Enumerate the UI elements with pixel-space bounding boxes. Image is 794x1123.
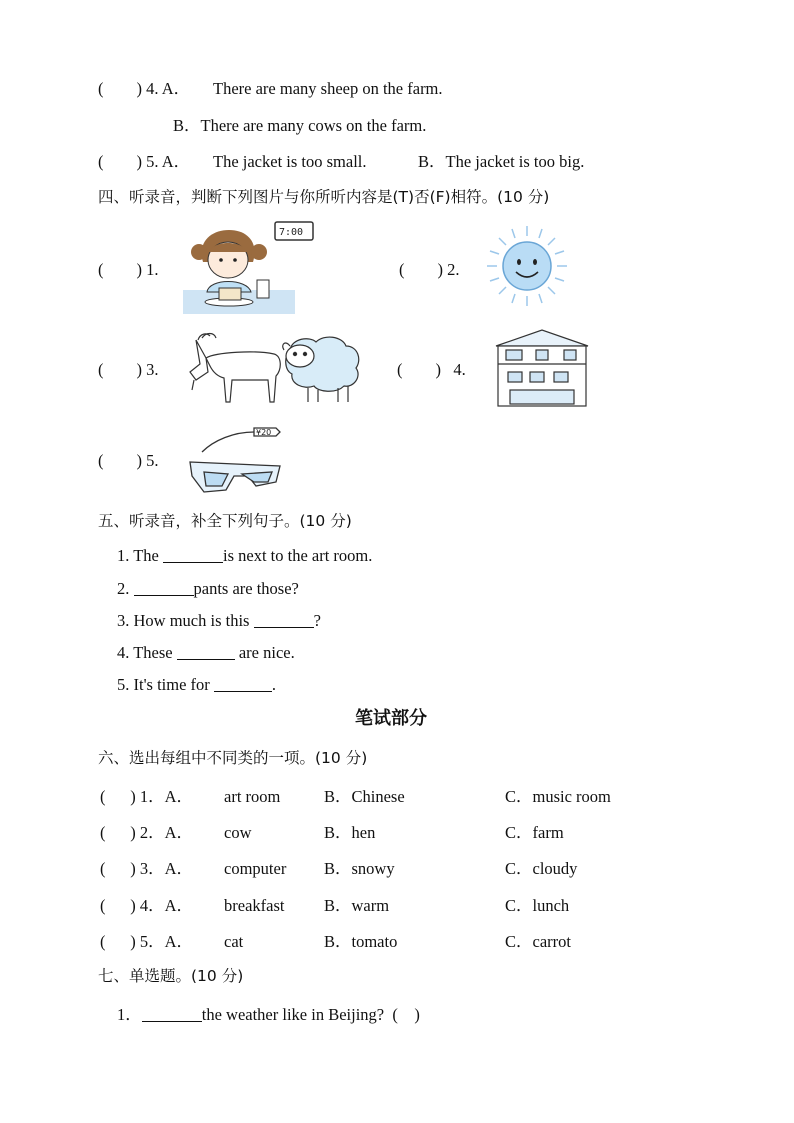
school-building-image	[494, 328, 590, 408]
s5-1-blank[interactable]	[163, 546, 223, 563]
s7-1-post: the weather like in Beijing? ( )	[201, 1005, 420, 1024]
s6-row-5-num: ( ) 5．A．	[100, 932, 194, 951]
s4-item-1-label: ( ) 1.	[98, 260, 159, 279]
s4-item-2-label: ( ) 2.	[399, 260, 460, 279]
s5-3-post: ?	[313, 611, 321, 630]
s5-5-post: .	[271, 675, 277, 694]
s6-row-3-c: C．cloudy	[505, 859, 578, 878]
s5-2-blank[interactable]	[134, 579, 194, 596]
s6-row-4-c: C．lunch	[505, 896, 570, 915]
s6-row-2-b: B．hen	[324, 823, 376, 842]
s7-1-blank[interactable]	[142, 1005, 202, 1022]
s4-item-5-label: ( ) 5.	[98, 451, 159, 470]
s5-1-pre: 1. The	[117, 546, 163, 565]
q5-option-b: B．The jacket is too big.	[418, 152, 585, 171]
s5-4-post: are nice.	[234, 643, 295, 662]
s5-1-post: is next to the art room.	[222, 546, 373, 565]
s5-3-pre: 3. How much is this	[117, 611, 254, 630]
s6-row-2-num: ( ) 2．A．	[100, 823, 194, 842]
section5-heading: 五、听录音，补全下列句子。(10 分)	[98, 512, 352, 530]
written-part-title: 笔试部分	[355, 708, 427, 729]
s6-row-2-a: cow	[224, 823, 252, 842]
s6-row-2-c: C．farm	[505, 823, 564, 842]
s6-row-3-b: B．snowy	[324, 859, 395, 878]
s7-question-1	[117, 1005, 420, 1025]
s6-row-1-num: ( ) 1．A．	[100, 787, 194, 806]
s6-row-4-num: ( ) 4．A．	[100, 896, 194, 915]
q4-option-b: B．There are many cows on the farm.	[173, 116, 427, 135]
s6-row-1-c: C．music room	[505, 787, 611, 806]
sun-image	[487, 226, 567, 306]
s5-sentence-5	[117, 675, 276, 695]
section4-heading: 四、听录音，判断下列图片与你所听内容是(T)否(F)相符。(10 分)	[98, 188, 550, 206]
section7-heading: 七、单选题。(10 分)	[98, 967, 244, 985]
s5-sentence-3	[117, 611, 321, 631]
s5-5-pre: 5. It's time for	[117, 675, 214, 694]
s5-2-post: pants are those?	[193, 579, 299, 598]
q5-number: ( ) 5. A．	[98, 152, 191, 171]
s5-sentence-1	[117, 546, 372, 566]
s6-row-4-b: B．warm	[324, 896, 390, 915]
clock-text: 7:00	[279, 227, 304, 238]
s6-row-5-a: cat	[224, 932, 244, 951]
s6-row-4-a: breakfast	[224, 896, 285, 915]
s4-item-3-label: ( ) 3.	[98, 360, 159, 379]
q4-number: ( ) 4. A．	[98, 79, 191, 98]
s4-item-4-label: ( ) 4.	[397, 360, 466, 379]
s6-row-3-a: computer	[224, 859, 287, 878]
s6-row-3-num: ( ) 3．A．	[100, 859, 194, 878]
q4-option-a: There are many sheep on the farm.	[213, 79, 443, 98]
s7-1-pre: 1．	[117, 1005, 142, 1024]
s5-5-blank[interactable]	[214, 675, 272, 692]
s5-3-blank[interactable]	[254, 611, 314, 628]
s6-row-1-a: art room	[224, 787, 281, 806]
s5-4-pre: 4. These	[117, 643, 177, 662]
s5-2-pre: 2.	[117, 579, 134, 598]
s6-row-5-b: B．tomato	[324, 932, 398, 951]
s5-4-blank[interactable]	[177, 643, 235, 660]
price-tag-text: ¥20	[256, 428, 272, 437]
q5-option-a: The jacket is too small.	[213, 152, 367, 171]
section6-heading: 六、选出每组中不同类的一项。(10 分)	[98, 749, 368, 767]
s6-row-1-b: B．Chinese	[324, 787, 405, 806]
s5-sentence-2	[117, 579, 299, 599]
glasses-image	[184, 422, 284, 498]
goat-sheep-image	[186, 330, 366, 406]
s6-row-5-c: C．carrot	[505, 932, 571, 951]
girl-breakfast-image	[183, 222, 304, 314]
s5-sentence-4	[117, 643, 295, 663]
